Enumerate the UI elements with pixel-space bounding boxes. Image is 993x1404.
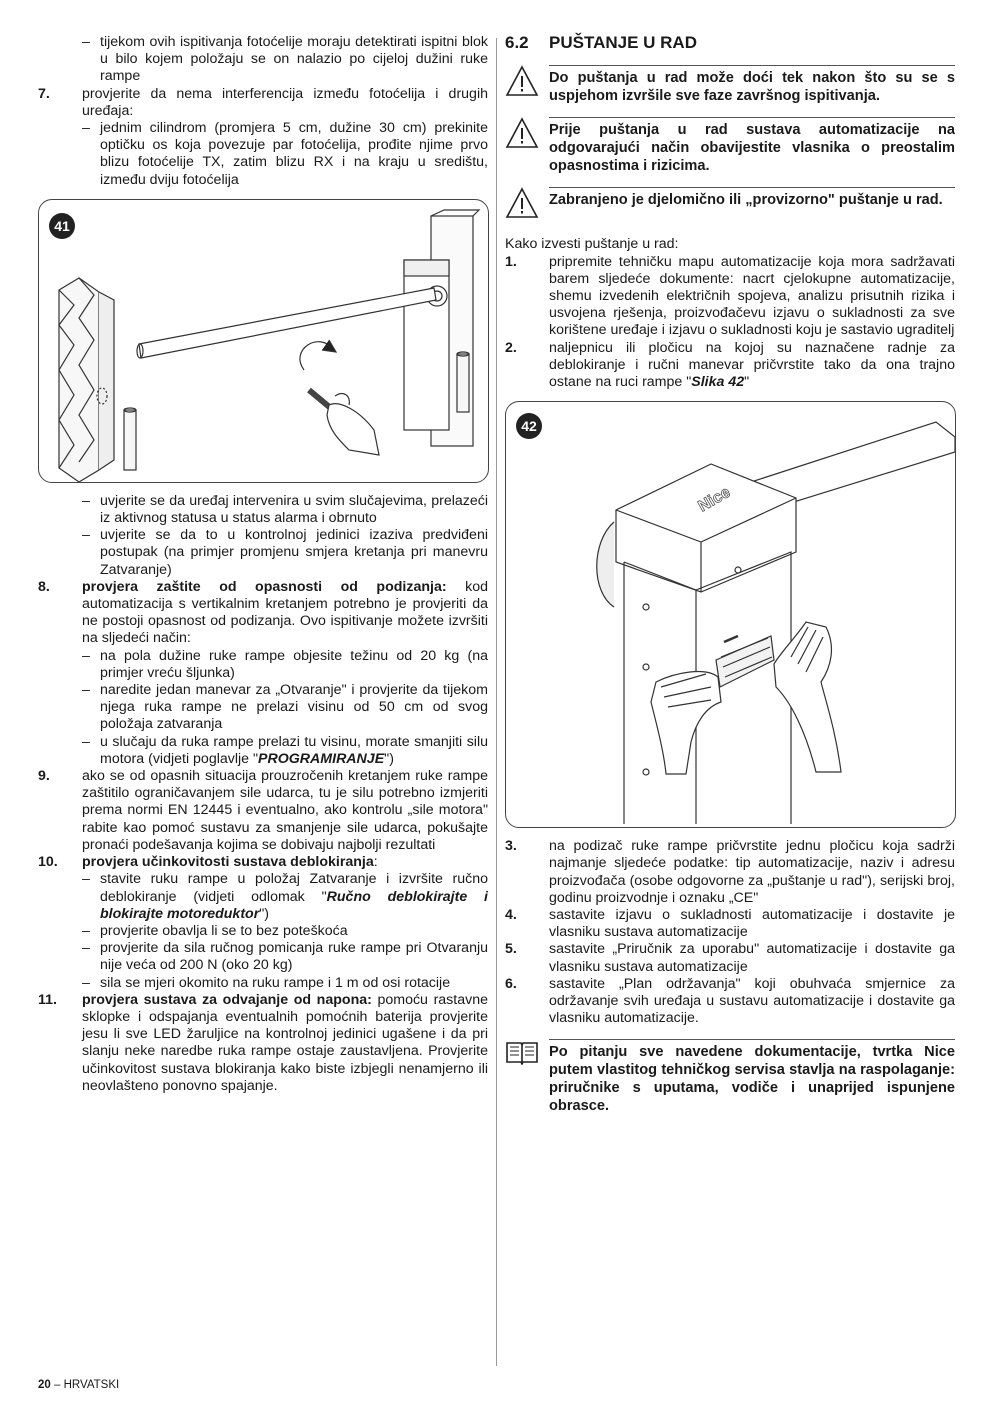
page-footer: 20 – HRVATSKI xyxy=(38,1379,120,1391)
note-block: Po pitanju sve navedene dokumentacije, tvrtka Nice putem vlastitog tehničkog servisa stavlja na raspolaganje: priručnike s uputama, vodiče i unaprijed ispunjene obrasce. xyxy=(505,1039,955,1115)
list-item: – na pola dužine ruke rampe objesite težinu od 20 kg (na primjer vreću šljunka) xyxy=(82,647,488,681)
warning-triangle-icon xyxy=(505,65,549,105)
intro-text: Kako izvesti puštanje u rad: xyxy=(505,236,679,253)
list-item-11: 11. provjera sustava za odvajanje od napona: pomoću rastavne sklopke i odspajanja eventualnih pomoćnih baterija provjerite jesu li sve LED žaruljice na kontrolnoj jedinici ugašene i da pri slanju neke naredbe ruka rampe ostaje zaustavljena. Provjerite učinkovitost sustava blokiranja kako biste izbjegli nenamjerno ili neovlašteno ponovno spajanje. xyxy=(38,991,488,1094)
list-item-5: 5. sastavite „Priručnik za uporabu" automatizacije i dostavite ga vlasniku sustava automatizacije xyxy=(505,941,955,975)
list-item: – uvjerite se da to u kontrolnoj jedinici izaziva predviđeni postupak (na primjer promjenu smjera kretanja pri manevru Zatvaranje) xyxy=(82,527,488,578)
warning-triangle-icon xyxy=(505,187,549,224)
list-item-2: 2. naljepnicu ili pločicu na kojoj su naznačene radnje za deblokiranje i ručni manevar pričvrstite tako da ona trajno ostane na ruci rampe "Slika 42" xyxy=(505,339,955,391)
list-item-1: 1. pripremite tehničku mapu automatizacije koja mora sadržavati barem sljedeće dokumente: nacrt cjelokupne automatizacije, shemu izvedenih električnih spojeva, analizu prisutnih rizika i usvojena rješenja, proizvođačevu izjavu o sukladnosti za sve korištene uređaje i izjavu o sukladnosti koju je sastavio ugraditelj xyxy=(505,253,955,339)
list-item: – u slučaju da ruka rampe prelazi tu visinu, morate smanjiti silu motora (vidjeti poglavlje "PROGRAMIRANJE") xyxy=(82,733,488,767)
list-item-9: 9. ako se od opasnih situacija prouzročenih kretanjem ruke rampe zaštitilo ograničavanjem sile udarca, tu je silu potrebno izmjeriti prema normi EN 12445 i eventualno, ako kontrolu „sile motora" rabite kao pomoć sustavu za smanjenje sile udarca, pokušajte pronaći podešavanja kojima se dobivaju najbolji rezultati xyxy=(38,768,488,853)
list-item-4: 4. sastavite izjavu o sukladnosti automatizacije i dostavite je vlasniku sustava automatizacije xyxy=(505,907,955,941)
language-label: HRVATSKI xyxy=(63,1379,120,1391)
warning-block: Prije puštanja u rad sustava automatizacije na odgovarajući način obavijestite vlasnika o preostalim opasnostima i rizicima. xyxy=(505,117,955,175)
list-item: – stavite ruku rampe u položaj Zatvaranje i izvršite ručno deblokiranje (vidjeti odlomak "Ručno deblokirajte i blokirajte motoreduktor") xyxy=(82,871,488,922)
list-item: – tijekom ovih ispitivanja fotoćelije moraju detektirati ispitni blok u bilo kojem položaju se on nalazio po cijeloj dužini ruke rampe xyxy=(82,34,488,85)
warning-block: Zabranjeno je djelomično ili „provizorno" puštanje u rad. xyxy=(505,187,955,224)
left-column xyxy=(38,34,488,1095)
section-heading: 6.2 PUŠTANJE U RAD xyxy=(505,33,697,52)
nice-brand-logo: Nice xyxy=(695,484,734,516)
figure-number-badge: 41 xyxy=(49,213,75,239)
list-item-8: 8. provjera zaštite od opasnosti od podizanja: kod automatizacija s vertikalnim kretanjem potrebno je provjeriti da ne postoji opasnost od podizanja. Ovo ispitivanje možete izvršiti na sljedeći način: xyxy=(38,578,488,647)
list-item: – jednim cilindrom (promjera 5 cm, dužine 30 cm) prekinite optičku os koja povezuje par fotoćelija, prođite njime prvo blizu fotoćelije TX, zatim blizu RX i na kraju u središtu, između dviju fotoćelija xyxy=(82,120,488,188)
page-number: 20 xyxy=(38,1379,51,1391)
column-divider xyxy=(496,38,497,1366)
figure-42 xyxy=(505,401,956,828)
barrier-photocell-illustration xyxy=(39,200,488,482)
barrier-release-label-illustration xyxy=(506,402,955,827)
warning-triangle-icon xyxy=(505,117,549,175)
list-item-10: 10. provjera učinkovitosti sustava deblokiranja: xyxy=(38,854,378,871)
list-item-6: 6. sastavite „Plan održavanja" koji obuhvaća smjernice za održavanje svih uređaja u sustavu automatizacije i dostavite ga vlasniku automatizacije. xyxy=(505,975,955,1027)
book-icon xyxy=(505,1039,549,1115)
right-column xyxy=(505,34,955,1127)
list-item: – provjerite da sila ručnog pomicanja ruke rampe pri Otvaranju nije veća od 200 N (oko 20 kg) xyxy=(82,940,488,974)
list-item: – provjerite obavlja li se to bez poteškoća xyxy=(82,922,348,939)
figure-number-badge: 42 xyxy=(516,413,542,439)
list-item: – sila se mjeri okomito na ruku rampe i 1 m od osi rotacije xyxy=(82,974,451,991)
list-item: – naredite jedan manevar za „Otvaranje" i provjerite da tijekom njega ruka rampe ne prelazi visinu od 50 cm od svog položaja zatvaranja xyxy=(82,682,488,733)
list-item-3: 3. na podizač ruke rampe pričvrstite jednu pločicu koja sadrži najmanje sljedeće podatke: tip automatizacije, naziv i adresu proizvođača (osobe odgovorne za „puštanje u rad"), serijski broj, godinu proizvodnje i oznaku „CE" xyxy=(505,838,955,906)
figure-41 xyxy=(38,199,489,483)
list-item: – uvjerite se da uređaj intervenira u svim slučajevima, prelazeći iz aktivnog statusa u status alarma i obrnuto xyxy=(82,492,488,527)
warning-block: Do puštanja u rad može doći tek nakon što su se s uspjehom izvršile sve faze završnog ispitivanja. xyxy=(505,65,955,105)
list-item-7: 7. provjerite da nema interferencija između fotoćelija i drugih uređaja: xyxy=(38,85,488,119)
